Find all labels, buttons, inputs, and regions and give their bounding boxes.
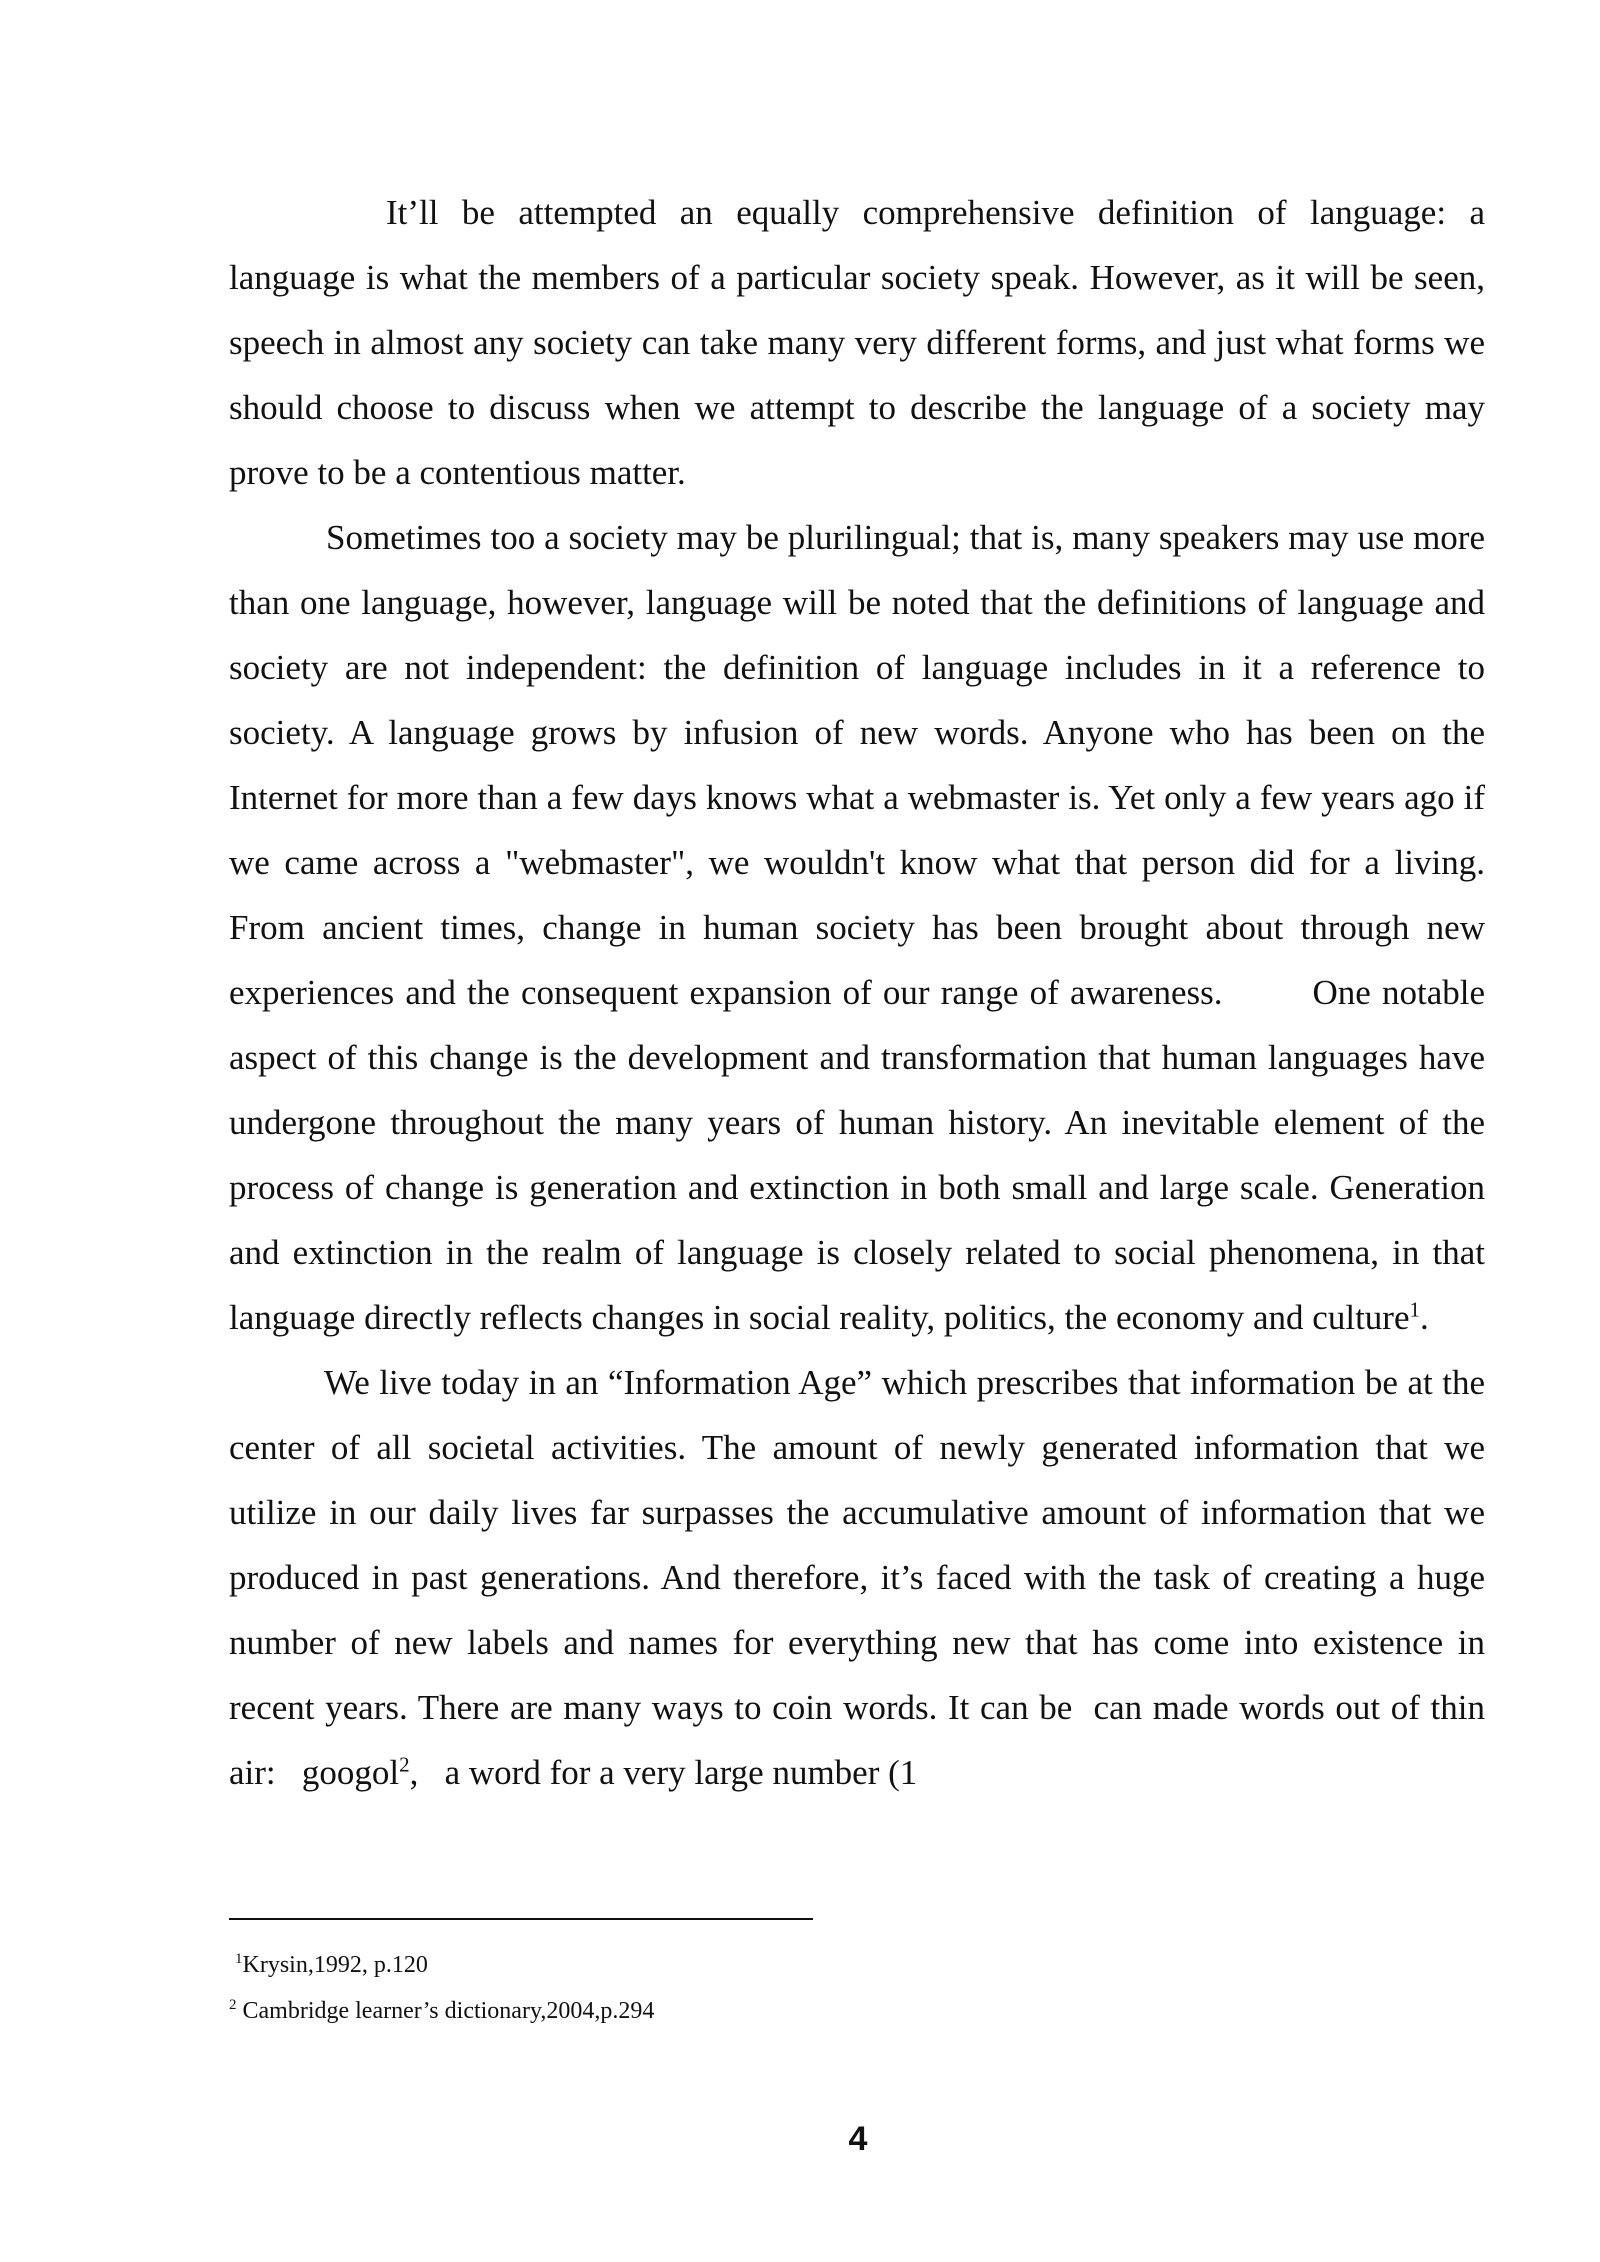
paragraph-3-text-a: We live today in an “Information Age” which prescribes that information be at the center of all societal activities. The amount of newly generated information that we utilize in our daily lives far surpasses the accumulative amount of information that we produced in past generations. And therefore, it’s faced with the task of creating a huge number of new labels and names for everything new that has come into existence in recent years. There are many ways to coin words. It can be can made words out of thin air: googol	[229, 1363, 1494, 1792]
footnote-ref-1[interactable]: 1	[1409, 1297, 1420, 1322]
footnote-ref-2[interactable]: 2	[399, 1752, 410, 1777]
paragraph-1-text: It’ll be attempted an equally comprehensive definition of language: a language is what the members of a particular society speak. However, as it will be seen, speech in almost any society can take many very different forms, and just what forms we should choose to discuss when we attempt to describe the language of a society may prove to be a contentious matter.	[229, 193, 1485, 492]
footnote-separator	[229, 1918, 813, 1920]
paragraph-3	[229, 1350, 1494, 1805]
paragraph-2-text-b: One notable aspect of this change is the development and transformation that human languages have undergone throughout the many years of human history. An inevitable element of the process of change is generation and extinction in both small and large scale. Generation and extinction in the realm of language is closely related to social phenomena, in that language directly reflects changes in social reality, politics, the economy and culture	[229, 973, 1486, 1337]
footnote-mark-1: 1	[235, 1951, 243, 1967]
footnote-1	[229, 1942, 1485, 1988]
page-number: 4	[848, 2120, 868, 2158]
footnote-2-text: Cambridge learner’s dictionary,2004,p.294	[242, 1998, 655, 2024]
footnote-mark-2: 2	[229, 1997, 237, 2013]
footnote-2	[229, 1988, 1485, 2034]
paragraph-2-end: .	[1419, 1298, 1429, 1337]
body-text	[229, 180, 1494, 1805]
paragraph-1	[229, 180, 1485, 505]
paragraph-2-text-a: Sometimes too a society may be plurilingual; that is, many speakers may use more than one language, however, language will be noted that the definitions of language and society are not independent: the definition of language includes in it a reference to society. A language grows by infusion of new words. Anyone who has been on the Internet for more than a few days knows what a webmaster is. Yet only a few years ago if we came across a "webmaster", we wouldn't know what that person did for a living. From ancient times, change in human society has been brought about through new experiences and the consequent expansion of our range of awareness.	[229, 518, 1485, 1012]
footnote-1-text: Krysin,1992, p.120	[242, 1952, 428, 1978]
paragraph-2	[229, 505, 1485, 1350]
paragraph-3-text-b: , a word for a very large number (1	[409, 1753, 918, 1792]
footnotes	[229, 1942, 1485, 2034]
